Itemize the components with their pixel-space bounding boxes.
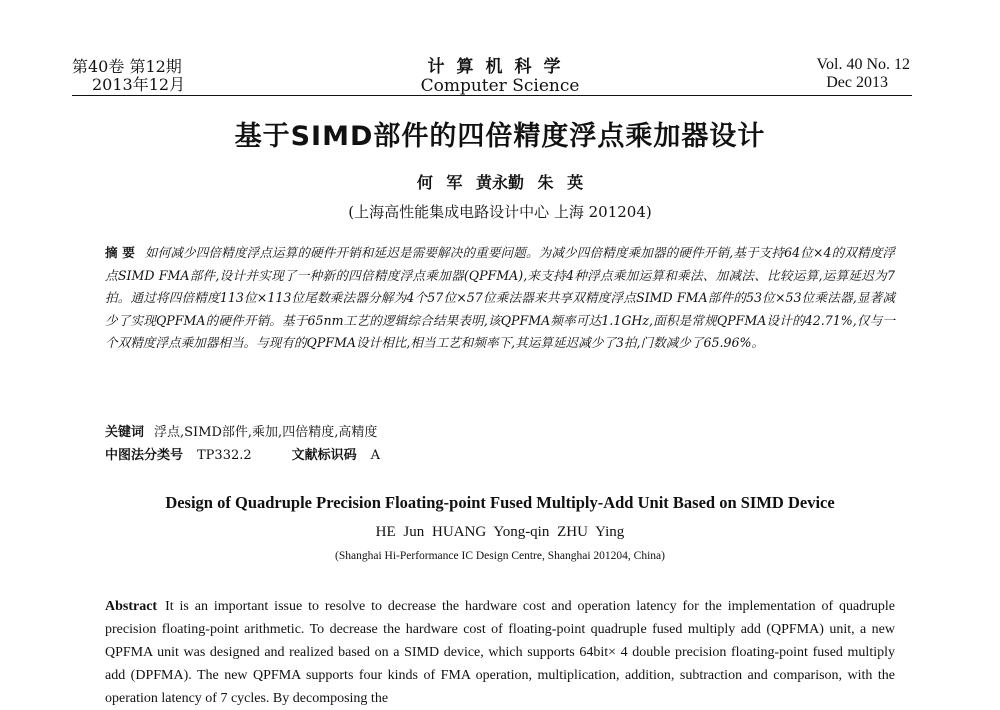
paper-title-en: Design of Quadruple Precision Floating-point Fused Multiply-Add Unit Based on SIMD Device [165,493,835,512]
classification-label: 中图法分类号 [105,448,184,463]
abstract-cn [105,242,895,355]
doc-code-value: A [370,448,381,463]
journal-name [370,58,630,96]
authors-cn: 何 军 黄永勤 朱 英 [416,173,584,192]
journal-issue-en [760,56,910,92]
abstract-en-label: Abstract [105,599,158,614]
authors-en: HE Jun HUANG Yong-qin ZHU Ying [375,524,625,540]
affiliation-cn: (上海高性能集成电路设计中心 上海 201204) [348,203,652,221]
abstract-en [105,595,895,710]
journal-issue-cn [72,58,185,94]
classification [105,444,895,463]
keywords-label: 关键词 [105,425,145,440]
abstract-cn-label: 摘 要 [105,245,135,260]
volume-issue-cn: 第40卷 第12期 [72,57,182,76]
classification-value: TP332.2 [197,448,252,463]
journal-name-en: Computer Science [420,76,580,96]
abstract-en-text: It is an important issue to resolve to decrease the hardware cost and operation latency for the implementation of quadruple precision floating-point arithmetic. To decrease the hardware cost of floating-point quadruple fused multiply add (QPFMA) unit, a new QPFMA unit was designed and realized based on a SIMD device, which supports 64bit× 4 double precision floating-point fused multiply add (DPFMA). The new QPFMA supports four kinds of FMA operation, multiplication, addition, subtraction and comparison, with the operation latency of 7 cycles. By decomposing the [105,599,895,706]
header-rule [72,95,912,96]
keywords-text: 浮点,SIMD部件,乘加,四倍精度,高精度 [154,425,378,440]
paper-title-cn: 基于SIMD部件的四倍精度浮点乘加器设计 [234,121,766,152]
keywords-cn [105,421,895,440]
abstract-cn-text: 如何减少四倍精度浮点运算的硬件开销和延迟是需要解决的重要问题。为减少四倍精度乘加器的硬件开销,基于支持64位×4的双精度浮点SIMD FMA部件,设计并实现了一种新的四倍精度浮点乘加器(QPFMA),来支持4种浮点乘加运算和乘法、加减法、比较运算,运算延迟为7拍。通过将四倍精度113位×113位尾数乘法器分解为4个57位×57位乘法器来共享双精度浮点SIMD FMA部件的53位×53位乘法器,显著减少了实现QPFMA的硬件开销。基于65nm工艺的逻辑综合结果表明,该QPFMA频率可达1.1GHz,面积是常规QPFMA设计的42.71%,仅与一个双精度浮点乘加器相当。与现有的QPFMA设计相比,相当工艺和频率下,其运算延迟减少了3拍,门数减少了65.96%。 [105,245,896,350]
date-cn: 2013年12月 [92,75,186,94]
volume-issue-en: Vol. 40 No. 12 [816,56,910,73]
doc-code-label: 文献标识码 [291,448,357,463]
date-en: Dec 2013 [826,74,888,91]
journal-name-cn: 计算机科学 [427,57,573,77]
affiliation-en: (Shanghai Hi-Performance IC Design Centre, Shanghai 201204, China) [335,550,665,562]
